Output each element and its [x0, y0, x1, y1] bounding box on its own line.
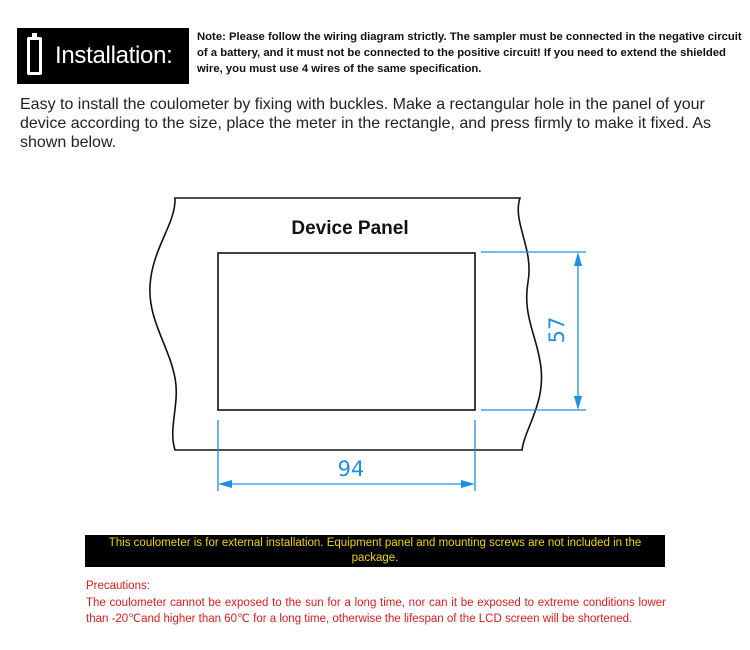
- height-label: 57: [545, 316, 569, 344]
- installation-intro: Easy to install the coulometer by fixing with buckles. Make a rectangular hole in the panel of your device according to the size, place the meter in the rectangle, and press firmly to make it fixed. As shown below.: [20, 96, 712, 151]
- device-panel-label: Device Panel: [291, 218, 409, 239]
- installation-title: Installation:: [55, 42, 173, 69]
- precautions: [86, 578, 666, 628]
- precautions-body: The coulometer cannot be exposed to the sun for a long time, nor can it be exposed to extreme conditions lower than -20℃and higher than 60℃ for a long time, otherwise the lifespan of the LCD screen will be shortened.: [86, 596, 666, 625]
- height-dimension: [481, 252, 586, 410]
- wiring-note: Note: Please follow the wiring diagram strictly. The sampler must be connected in the negative circuit of a battery, and it must not be connected to the positive circuit! If you need to extend the shielded wire, you must use 4 wires of the same specification.: [197, 31, 742, 75]
- external-installation-notice: This coulometer is for external installation. Equipment panel and mounting screws are not included in the package.: [85, 535, 665, 567]
- mounting-cutout: [218, 253, 475, 410]
- precautions-title: Precautions:: [86, 580, 150, 592]
- width-label: 94: [337, 457, 365, 481]
